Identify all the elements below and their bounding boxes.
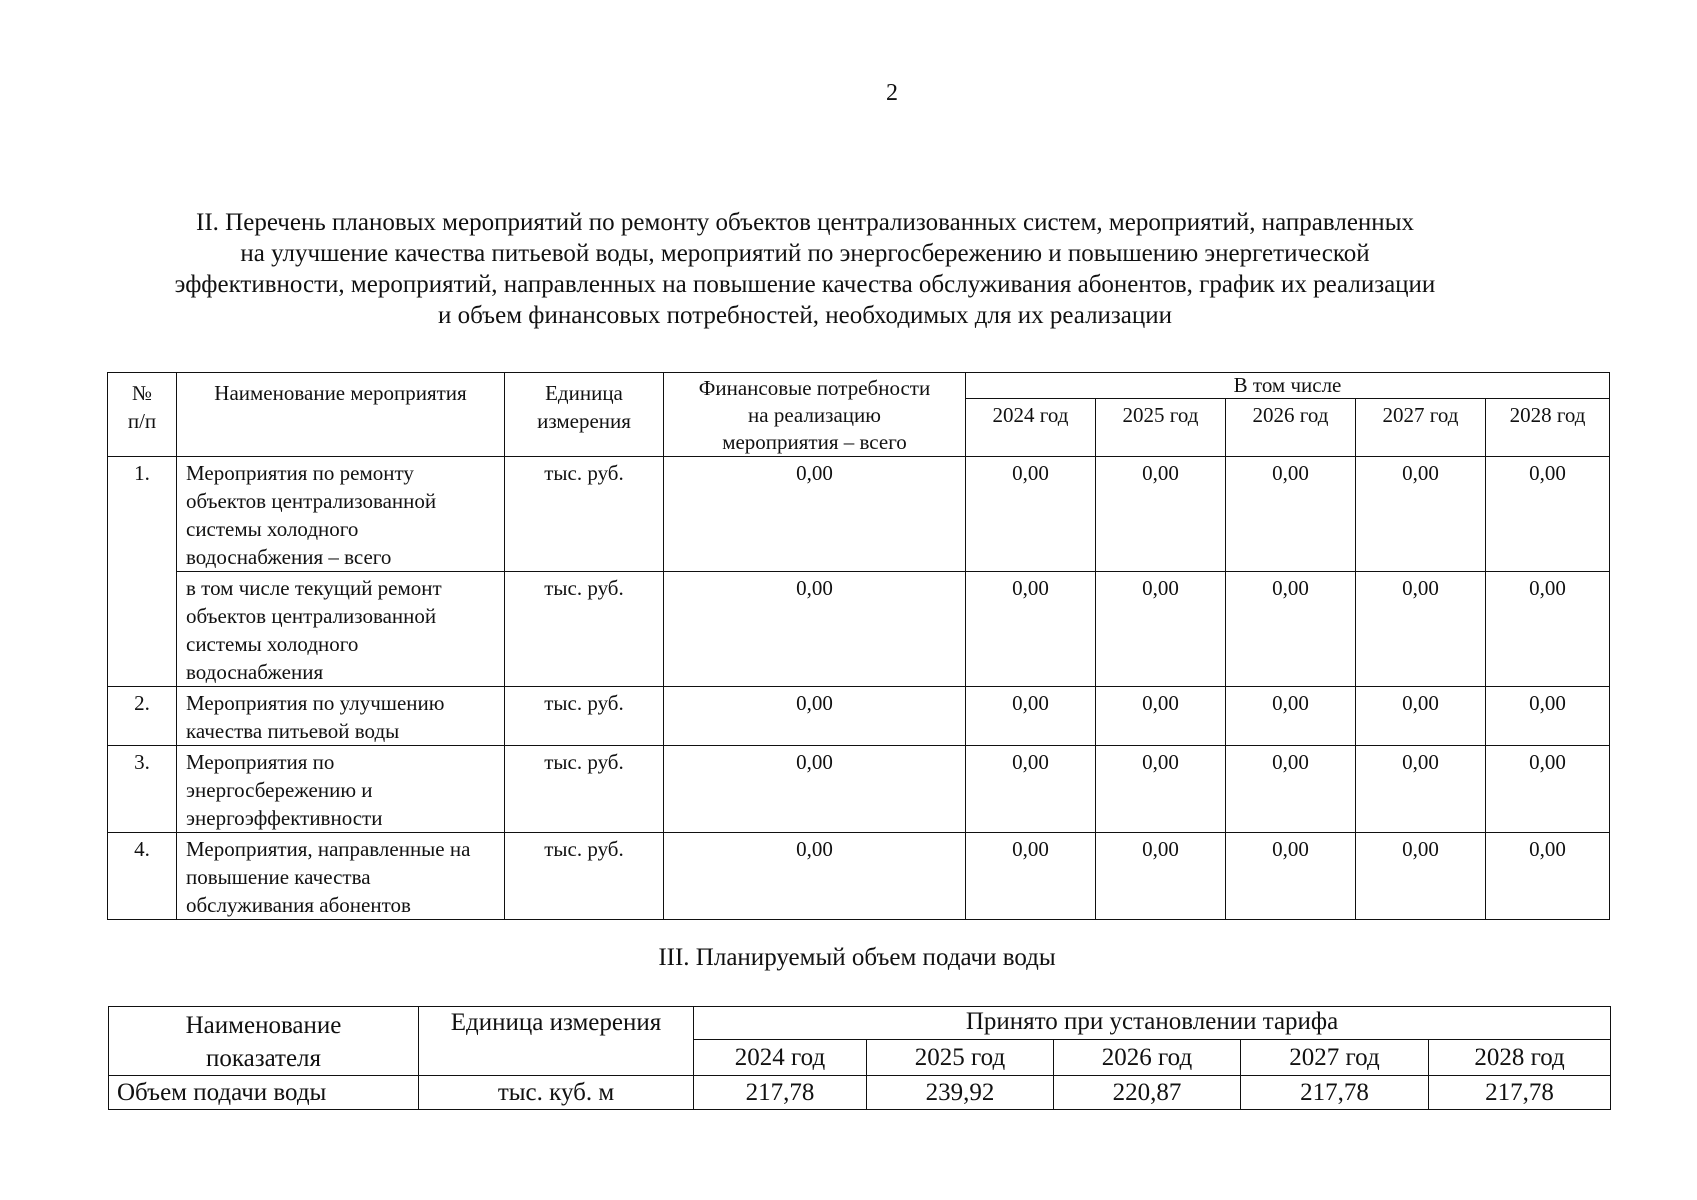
row-unit: тыс. руб. — [505, 572, 664, 687]
header-financial-total — [664, 373, 966, 457]
table-row — [109, 1076, 1611, 1110]
row-year-value: 0,00 — [1096, 457, 1226, 572]
header-number-label: п/п — [127, 409, 157, 433]
row-year-value: 0,00 — [1096, 746, 1226, 833]
row-year-value: 0,00 — [1096, 572, 1226, 687]
row-name: в том числе текущий ремонт объектов централизованной системы холодного водоснабжения — [177, 572, 505, 687]
row-total: 0,00 — [664, 457, 966, 572]
section2-title-line: эффективности, мероприятий, направленных на повышение качества обслуживания абонентов, график их реализации — [174, 271, 1436, 298]
row-year-value: 217,78 — [694, 1076, 867, 1110]
header-indicator-line: показателя — [205, 1045, 322, 1072]
row-year-value: 0,00 — [966, 572, 1096, 687]
row-number: 4. — [108, 833, 177, 920]
row-year-value: 0,00 — [966, 833, 1096, 920]
header-unit: Единица измерения — [419, 1007, 694, 1076]
row-year-value: 239,92 — [867, 1076, 1054, 1110]
row-year-value: 0,00 — [966, 457, 1096, 572]
row-total: 0,00 — [664, 746, 966, 833]
row-label: Объем подачи воды — [109, 1076, 419, 1110]
row-year-value: 0,00 — [1226, 457, 1356, 572]
row-year-value: 0,00 — [1356, 746, 1486, 833]
header-year-2025: 2025 год — [867, 1040, 1054, 1076]
table-header-row — [108, 373, 1610, 399]
header-unit-line: Единица — [545, 381, 623, 405]
table-row — [108, 572, 1610, 687]
row-number: 3. — [108, 746, 177, 833]
row-year-value: 0,00 — [1356, 687, 1486, 746]
row-year-value: 0,00 — [1486, 572, 1610, 687]
row-total: 0,00 — [664, 572, 966, 687]
row-year-value: 217,78 — [1241, 1076, 1429, 1110]
header-fin-line: мероприятия – всего — [722, 430, 907, 454]
row-name: Мероприятия по энергосбережению и энергоэффективности — [177, 746, 505, 833]
row-unit: тыс. руб. — [505, 457, 664, 572]
header-year-2028: 2028 год — [1429, 1040, 1611, 1076]
header-indicator-name — [109, 1007, 419, 1076]
row-number: 2. — [108, 687, 177, 746]
header-number — [108, 373, 177, 457]
section2-title-line: и объем финансовых потребностей, необходимых для их реализации — [437, 302, 1173, 329]
row-name: Мероприятия по ремонту объектов централизованной системы холодного водоснабжения – всего — [177, 457, 505, 572]
row-total: 0,00 — [664, 833, 966, 920]
header-tariff-group: Принято при установлении тарифа — [694, 1007, 1611, 1040]
row-year-value: 0,00 — [1356, 833, 1486, 920]
page-number: 2 — [886, 80, 898, 106]
header-year-2024: 2024 год — [694, 1040, 867, 1076]
row-year-value: 0,00 — [1486, 833, 1610, 920]
water-supply-table — [108, 1006, 1611, 1110]
header-year-2027: 2027 год — [1356, 399, 1486, 457]
header-year-2027: 2027 год — [1241, 1040, 1429, 1076]
header-number-symbol: № — [131, 381, 153, 405]
section2-title-line: II. Перечень плановых мероприятий по ремонту объектов централизованных систем, мероприятий, направленных — [196, 209, 1414, 236]
row-year-value: 0,00 — [1226, 572, 1356, 687]
row-name: Мероприятия по улучшению качества питьевой воды — [177, 687, 505, 746]
row-year-value: 0,00 — [1226, 833, 1356, 920]
row-year-value: 0,00 — [1486, 746, 1610, 833]
row-year-value: 0,00 — [1356, 457, 1486, 572]
row-unit: тыс. руб. — [505, 746, 664, 833]
row-year-value: 0,00 — [1096, 833, 1226, 920]
activities-table — [107, 372, 1610, 920]
row-year-value: 0,00 — [1486, 457, 1610, 572]
header-year-2025: 2025 год — [1096, 399, 1226, 457]
header-year-2026: 2026 год — [1226, 399, 1356, 457]
header-unit — [505, 373, 664, 457]
table-row — [108, 833, 1610, 920]
section2-title-line: на улучшение качества питьевой воды, мероприятий по энергосбережению и повышению энергетической — [240, 240, 1370, 267]
row-name: Мероприятия, направленные на повышение качества обслуживания абонентов — [177, 833, 505, 920]
header-including: В том числе — [966, 373, 1610, 399]
table-row — [108, 746, 1610, 833]
row-year-value: 0,00 — [1096, 687, 1226, 746]
header-indicator-line: Наименование — [185, 1012, 342, 1039]
header-activity-name: Наименование мероприятия — [177, 373, 505, 457]
row-year-value: 0,00 — [1226, 687, 1356, 746]
section2-title — [120, 207, 1490, 331]
row-unit: тыс. руб. — [505, 833, 664, 920]
row-year-value: 220,87 — [1054, 1076, 1241, 1110]
row-year-value: 0,00 — [966, 746, 1096, 833]
row-unit: тыс. руб. — [505, 687, 664, 746]
table-row — [108, 687, 1610, 746]
section3-title: III. Планируемый объем подачи воды — [658, 944, 1056, 971]
row-number: 1. — [108, 457, 177, 687]
row-year-value: 217,78 — [1429, 1076, 1611, 1110]
header-unit-line: измерения — [537, 409, 631, 433]
row-year-value: 0,00 — [966, 687, 1096, 746]
table-row — [108, 457, 1610, 572]
header-fin-line: на реализацию — [748, 403, 881, 427]
row-year-value: 0,00 — [1226, 746, 1356, 833]
table-header-row — [109, 1007, 1611, 1040]
row-unit: тыс. куб. м — [419, 1076, 694, 1110]
row-year-value: 0,00 — [1486, 687, 1610, 746]
header-year-2026: 2026 год — [1054, 1040, 1241, 1076]
row-year-value: 0,00 — [1356, 572, 1486, 687]
header-year-2024: 2024 год — [966, 399, 1096, 457]
header-year-2028: 2028 год — [1486, 399, 1610, 457]
row-total: 0,00 — [664, 687, 966, 746]
header-fin-line: Финансовые потребности — [698, 376, 931, 400]
